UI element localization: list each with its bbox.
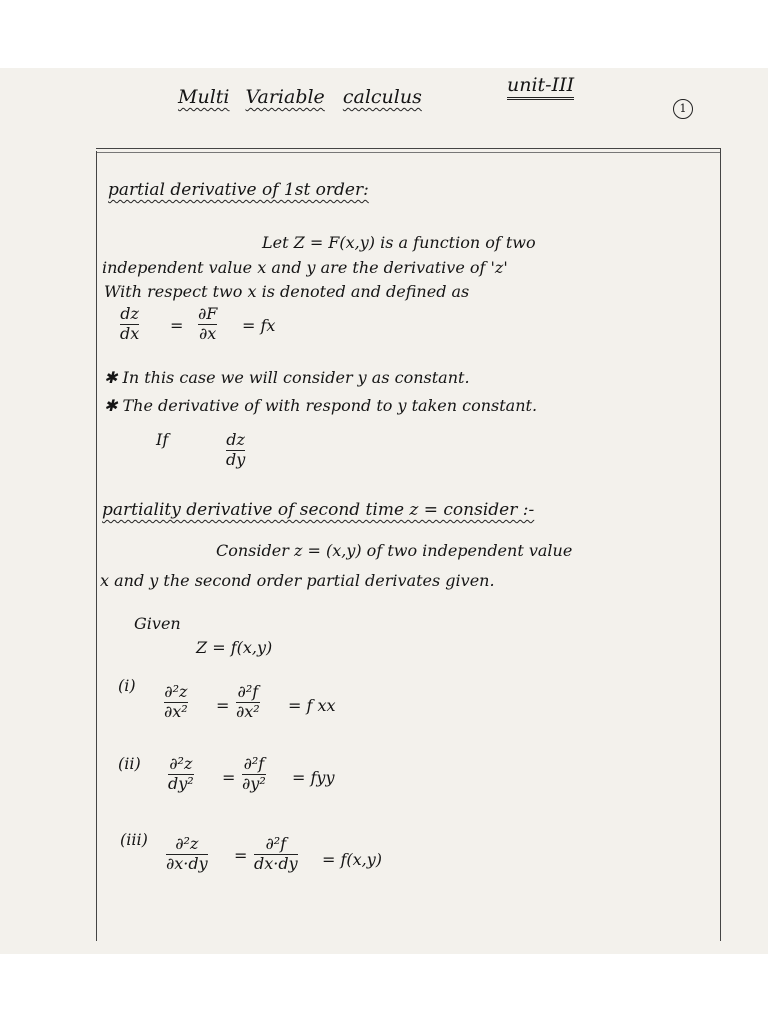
fraction-numerator: ∂²f xyxy=(243,754,265,773)
section2-heading: partiality derivative of second time z = consider :- xyxy=(102,500,535,520)
title-word-multi: Multi xyxy=(178,86,230,108)
title-word-calculus: calculus xyxy=(342,86,422,108)
page-number-badge: 1 xyxy=(673,99,693,119)
item-label: (ii) xyxy=(118,754,141,773)
equals-sign: = xyxy=(216,696,230,715)
left-margin-line xyxy=(96,151,97,941)
fraction-dF-dx xyxy=(198,306,217,343)
section1-line3: With respect two x is denoted and defined as xyxy=(104,282,470,301)
fraction-numerator: ∂F xyxy=(198,304,218,323)
item-label: (iii) xyxy=(120,830,148,849)
fraction-numerator: ∂²f xyxy=(265,834,287,853)
fraction-denominator: dy xyxy=(226,449,246,469)
fraction-dz-dy xyxy=(226,432,245,469)
section2-line2: x and y the second order partial derivates given. xyxy=(100,571,495,590)
fraction-numerator: dz xyxy=(226,430,245,449)
fraction-dz-dx xyxy=(120,306,139,343)
fraction-d2z-dx2 xyxy=(164,684,188,721)
item-label: (i) xyxy=(118,676,136,695)
fraction-denominator: ∂x² xyxy=(164,701,188,721)
page-title xyxy=(178,88,422,107)
unit-label xyxy=(507,76,574,95)
unit-text: unit-III xyxy=(507,74,574,100)
fraction-denominator: dy² xyxy=(168,773,194,793)
top-rule-inner xyxy=(96,152,720,153)
right-margin-line xyxy=(720,148,721,941)
fraction-d2f-dxdy xyxy=(254,836,298,873)
fraction-numerator: dz xyxy=(120,304,139,323)
section1-line2: independent value x and y are the derivative of 'z' xyxy=(102,258,508,277)
item-result: = f(x,y) xyxy=(322,850,383,869)
fraction-denominator: ∂y² xyxy=(242,773,266,793)
section1-heading: partial derivative of 1st order: xyxy=(108,180,369,200)
fraction-numerator: ∂²z xyxy=(169,754,193,773)
fraction-numerator: ∂²z xyxy=(175,834,199,853)
if-label: If xyxy=(156,430,169,449)
equals-sign: = xyxy=(170,316,184,335)
fraction-denominator: ∂x² xyxy=(236,701,260,721)
fraction-d2z-dxdy xyxy=(166,836,208,873)
fraction-d2z-dy2 xyxy=(168,756,194,793)
fraction-d2f-dx2 xyxy=(236,684,260,721)
item-result: = f xx xyxy=(288,696,336,715)
top-rule xyxy=(96,148,720,149)
section2-line1: Consider z = (x,y) of two independent value xyxy=(216,541,573,560)
fraction-denominator: dx xyxy=(120,323,140,343)
fraction-denominator: ∂x·dy xyxy=(166,853,208,873)
fraction-numerator: ∂²f xyxy=(237,682,259,701)
title-word-variable: Variable xyxy=(245,86,325,108)
fraction-denominator: dx·dy xyxy=(254,853,298,873)
equals-sign: = xyxy=(222,768,236,787)
section1-line1: Let Z = F(x,y) is a function of two xyxy=(262,233,536,252)
bullet-note-1: ✱ In this case we will consider y as constant. xyxy=(104,368,470,387)
fraction-numerator: ∂²z xyxy=(164,682,188,701)
given-label: Given xyxy=(134,614,181,633)
fraction-denominator: ∂x xyxy=(199,323,217,343)
given-equation: Z = f(x,y) xyxy=(196,638,273,657)
formula-result: = fx xyxy=(242,316,276,335)
equals-sign: = xyxy=(234,846,248,865)
fraction-d2f-dy2 xyxy=(242,756,266,793)
bullet-note-2: ✱ The derivative of with respond to y taken constant. xyxy=(104,396,538,415)
item-result: = fyy xyxy=(292,768,335,787)
